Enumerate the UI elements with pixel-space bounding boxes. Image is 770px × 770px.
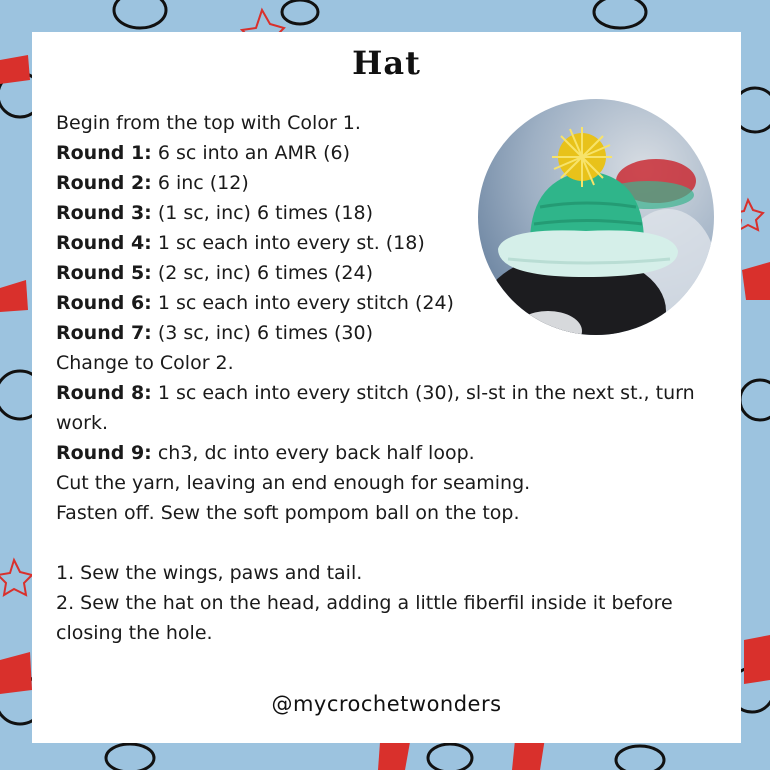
recipe-card — [32, 32, 741, 743]
round-text: (2 sc, inc) 6 times (24) — [151, 262, 373, 284]
round-line — [56, 438, 726, 468]
round-label: Round 5: — [56, 262, 152, 284]
assembly-step: 2. Sew the hat on the head, adding a little fiberfil inside it before closing the hole. — [56, 592, 673, 644]
intro-line: Begin from the top with Color 1. — [56, 112, 361, 134]
round-text: 6 inc (12) — [151, 172, 249, 194]
page-title: Hat — [352, 44, 421, 82]
change-color-line: Change to Color 2. — [56, 352, 234, 374]
round-text: 6 sc into an AMR (6) — [151, 142, 351, 164]
assembly-step: 1. Sew the wings, paws and tail. — [56, 562, 363, 584]
round-text: ch3, dc into every back half loop. — [151, 442, 475, 464]
round-label: Round 7: — [56, 322, 152, 344]
round-text: 1 sc each into every stitch (24) — [151, 292, 454, 314]
round-text: 1 sc each into every st. (18) — [151, 232, 425, 254]
round-label: Round 1: — [56, 142, 152, 164]
spacer — [56, 528, 726, 558]
round-label: Round 2: — [56, 172, 152, 194]
round-label: Round 3: — [56, 202, 152, 224]
pompom — [552, 127, 612, 187]
finish-line: Cut the yarn, leaving an end enough for seaming. — [56, 472, 531, 494]
round-label: Round 6: — [56, 292, 152, 314]
round-label: Round 8: — [56, 382, 152, 404]
round-text: (3 sc, inc) 6 times (30) — [151, 322, 373, 344]
round-label: Round 4: — [56, 232, 152, 254]
round-label: Round 9: — [56, 442, 152, 464]
instagram-handle: @mycrochetwonders — [271, 692, 502, 716]
round-text: 1 sc each into every stitch (30), sl-st in the next st., turn work. — [56, 382, 695, 434]
hat-photo — [478, 99, 714, 335]
finish-line: Fasten off. Sew the soft pompom ball on the top. — [56, 502, 520, 524]
round-text: (1 sc, inc) 6 times (18) — [151, 202, 373, 224]
round-line — [56, 378, 726, 438]
